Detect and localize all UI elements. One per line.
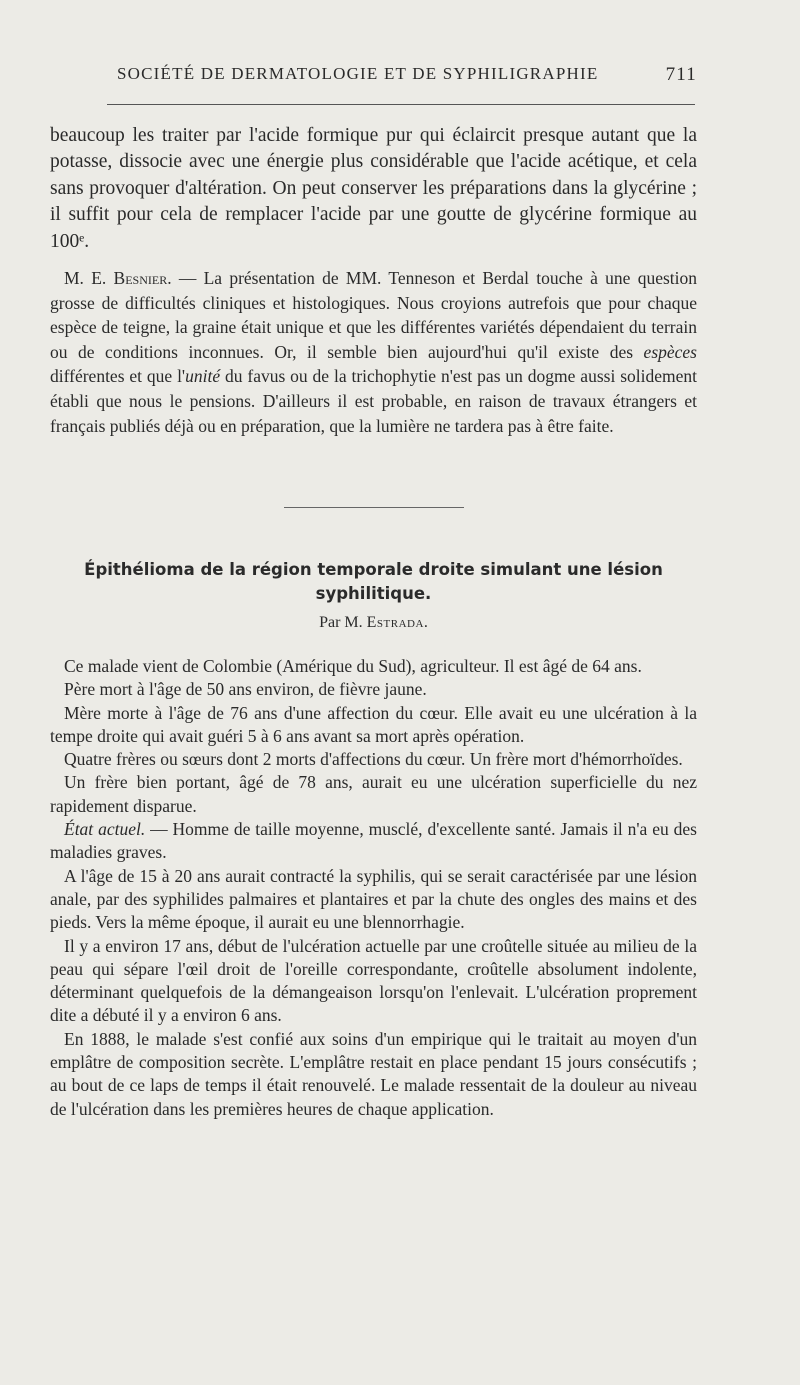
etat-text: — Homme de taille moyenne, musclé, d'excellente santé. Jamais il n'a eu des maladies graves. bbox=[50, 819, 697, 863]
body-paragraph: Mère morte à l'âge de 76 ans d'une affection du cœur. Elle avait eu une ulcération à la tempe droite qui avait guéri 5 à 6 ans avant sa mort après opération. bbox=[50, 702, 697, 746]
besnier-em-especes: espèces bbox=[643, 341, 697, 362]
besnier-text-1: . — La présentation de MM. Tenneson et Berdal touche à une question grosse de difficultés cliniques et histologiques. Nous croyions autrefois que pour chaque espèce de teigne, la graine était unique et que les différentes variétés dépendaient du terrain ou de conditions inconnues. Or, il semble bien aujourd'hui qu'il existe des bbox=[50, 268, 697, 362]
page-number: 711 bbox=[665, 64, 697, 85]
byline-suffix: . bbox=[423, 614, 428, 631]
body-paragraph: En 1888, le malade s'est confié aux soins d'un empirique qui le traitait au moyen d'un emplâtre de composition secrète. L'emplâtre restait en place pendant 15 jours consécutifs ; au bout de ce laps de temps il était renouvelé. Le malade ressentait de la douleur au niveau de l'ulcération dans les premières heures de chaque application. bbox=[50, 1028, 697, 1119]
section-separator bbox=[284, 507, 464, 508]
running-head-title: SOCIÉTÉ DE DERMATOLOGIE ET DE SYPHILIGRAPHIE bbox=[117, 64, 599, 83]
byline-prefix: Par M. bbox=[319, 614, 367, 631]
body-paragraph: Quatre frères ou sœurs dont 2 morts d'affections du cœur. Un frère mort d'hémorrhoïdes. bbox=[64, 749, 683, 770]
besnier-prefix: M. E. bbox=[64, 268, 114, 288]
body-paragraph: Père mort à l'âge de 50 ans environ, de fièvre jaune. bbox=[64, 679, 427, 700]
body-paragraph: A l'âge de 15 à 20 ans aurait contracté la syphilis, qui se serait caractérisée par une lésion anale, par des syphilides palmaires et plantaires et par la chute des ongles des mains et des pieds. Vers la même époque, il aurait eu une blennorrhagie. bbox=[50, 865, 697, 933]
body-paragraph: Il y a environ 17 ans, début de l'ulcération actuelle par une croûtelle située au milieu de la peau qui sépare l'œil droit de l'oreille correspondante, croûtelle absolument indolente, déterminant quelquefois de la démangeaison lorsqu'on l'enlevait. L'ulcération proprement dite a débuté il y a environ 6 ans. bbox=[50, 935, 697, 1026]
besnier-name: Besnier bbox=[113, 268, 168, 288]
byline-author: Estrada bbox=[366, 614, 424, 631]
besnier-paragraph bbox=[50, 266, 697, 438]
article-body bbox=[50, 655, 697, 1121]
besnier-text-2: différentes et que l' bbox=[50, 366, 186, 387]
etat-paragraph bbox=[50, 818, 697, 865]
besnier-text-3: du favus ou de la trichophytie n'est pas un dogme aussi solidement établi que nous le pensions. D'ailleurs il est probable, en raison de travaux étrangers et français publiés déjà ou en préparation, que la lumière ne tardera pas à être faite. bbox=[50, 366, 697, 436]
intro-paragraph: beaucoup les traiter par l'acide formique pur qui éclaircit presque autant que la potasse, dissocie avec une énergie plus considérable que l'acide acétique, et cela sans provoquer d'altération. On peut conserver les préparations dans la glycérine ; il suffit pour cela de remplacer l'acide par une goutte de glycérine formique au 100ᵉ. bbox=[50, 125, 697, 252]
body-paragraph: Un frère bien portant, âgé de 78 ans, aurait eu une ulcération superficielle du nez rapidement disparue. bbox=[50, 772, 697, 816]
header-rule bbox=[107, 104, 695, 105]
body-paragraph: Ce malade vient de Colombie (Amérique du Sud), agriculteur. Il est âgé de 64 ans. bbox=[64, 656, 642, 676]
article-byline bbox=[50, 614, 697, 632]
besnier-em-unite: unité bbox=[185, 366, 221, 387]
article-title: Épithélioma de la région temporale droite simulant une lésion syphilitique. bbox=[84, 560, 663, 603]
etat-label: État actuel. bbox=[64, 819, 146, 840]
